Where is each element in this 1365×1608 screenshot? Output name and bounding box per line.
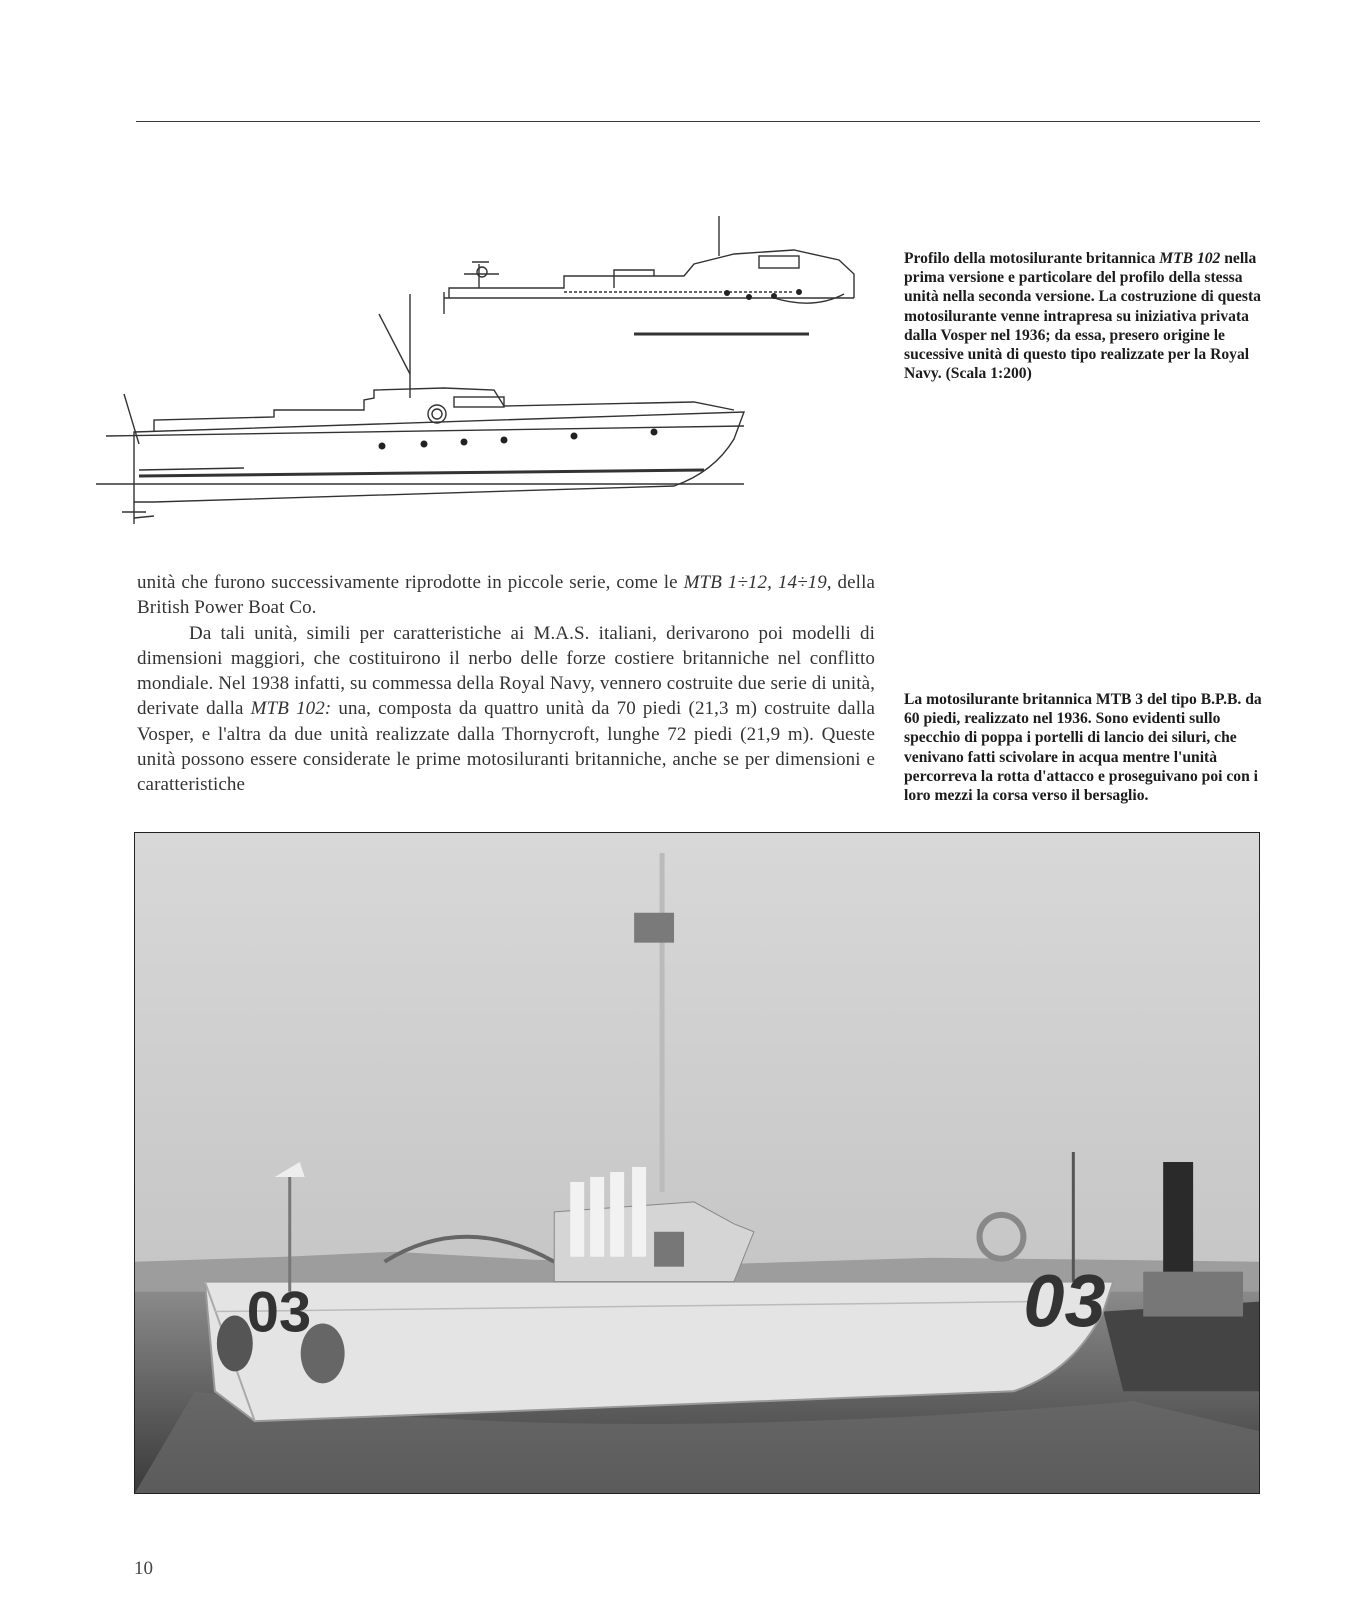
body-paragraph-2 xyxy=(137,621,875,798)
body-p1-italic: MTB 1÷12, 14÷19, xyxy=(683,572,832,593)
ship-profile-drawing xyxy=(94,214,884,534)
boat-photo-svg xyxy=(135,833,1259,1493)
body-p2-italic: MTB 102: xyxy=(250,698,332,720)
body-p2-text-a: Da tali unità, simili per caratteristiche ai M.A.S. italiani, derivarono poi modelli di dimensioni maggiori, che costituirono il nerbo delle forze costiere britanniche nel conflitto mondiale. Nel 1938 infatti, su commessa della Royal Navy, vennero costruite due serie di unità, derivate dalla xyxy=(137,622,875,720)
boat-photograph xyxy=(134,832,1260,1494)
drawing-caption-italic: MTB 102 xyxy=(1159,250,1221,267)
photo-caption: La motosilurante britannica MTB 3 del tipo B.P.B. da 60 piedi, realizzato nel 1936. Sono evidenti sullo specchio di poppa i portelli di lancio dei siluri, che venivano fatti scivolare in acqua mentre l'unità percorreva la rotta d'attacco e proseguivano poi con i loro mezzi la corsa verso il bersaglio. xyxy=(904,691,1262,805)
body-p1-text-a: unità che furono successivamente riprodotte in piccole serie, come le xyxy=(137,572,684,593)
detail-profile-second-version xyxy=(444,216,854,334)
body-paragraph-1 xyxy=(137,570,875,621)
hull-number-bow: 03 xyxy=(246,1280,312,1345)
hull-number-stern: 03 xyxy=(1023,1259,1106,1343)
page-number: 10 xyxy=(134,1558,153,1579)
body-p2-text-b: una, composta da quattro unità da 70 piedi (21,3 m) costruite dalla Vosper, e l'altra da due unità realizzate dalla Thornycroft, lunghe 72 piedi (21,9 m). Queste unità possono essere considerate le prime motosiluranti britanniche, anche se per dimensioni e caratteristiche xyxy=(137,698,876,796)
drawing-caption xyxy=(904,249,1262,383)
drawing-caption-post: nella prima versione e particolare del profilo della stessa unità nella seconda versione. La costruzione di questa motosilurante venne intrapresa su iniziativa privata dalla Vosper nel 1936; da essa, presero origine le sucessive unità di questo tipo realizzate per la Royal Navy. (Scala 1:200) xyxy=(904,250,1261,383)
header-rule xyxy=(136,121,1260,122)
main-profile-first-version xyxy=(96,294,744,524)
ship-profile-svg xyxy=(94,214,884,534)
body-text xyxy=(137,570,875,798)
body-p1-text-b: della British Power Boat Co. xyxy=(137,572,875,619)
drawing-caption-pre: Profilo della motosilurante britannica xyxy=(904,250,1160,267)
